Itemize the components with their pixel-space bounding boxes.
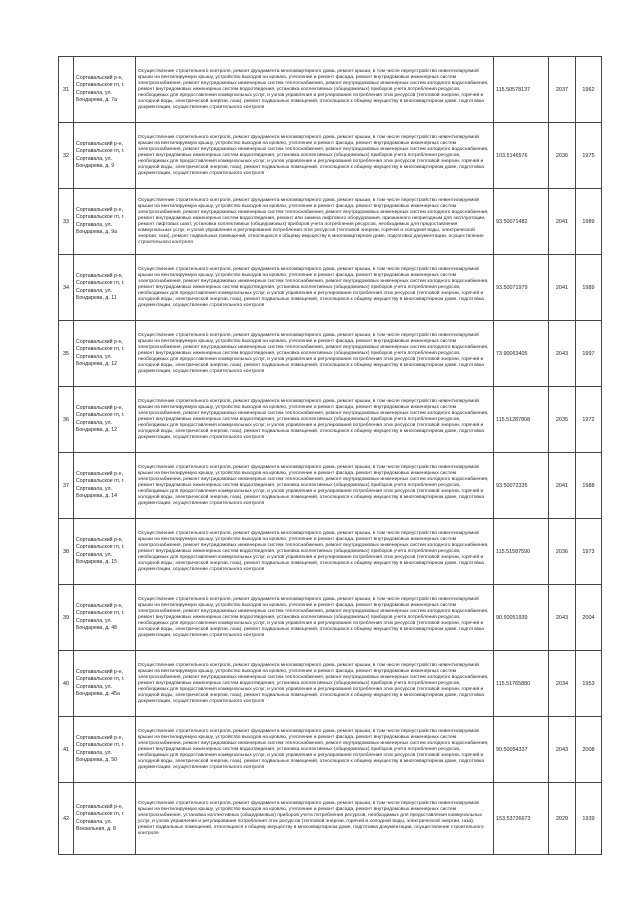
planned-year-cell: 2043 — [549, 717, 576, 783]
cost-cell: 115.51587590 — [494, 519, 549, 585]
address-cell: Сортавальский р-н, Сортавальское гп, г. Сортавала, ул. Вокзальная, д. 8 — [74, 783, 136, 855]
cost-cell: 90.50051939 — [494, 585, 549, 651]
build-year-cell: 1953 — [576, 651, 602, 717]
row-number: 33 — [59, 189, 74, 255]
planned-year-cell: 2043 — [549, 321, 576, 387]
row-number: 35 — [59, 321, 74, 387]
cost-cell: 90.50054337 — [494, 717, 549, 783]
cost-cell: 93.50072335 — [494, 453, 549, 519]
planned-year-cell: 2036 — [549, 123, 576, 189]
address-cell: Сортавальский р-н, Сортавальское гп, г. Сортавала, ул. Бондарева, д. 50 — [74, 717, 136, 783]
cost-cell: 103.5146576 — [494, 123, 549, 189]
table-row — [59, 783, 602, 855]
table-row — [59, 453, 602, 519]
address-cell: Сортавальский р-н, Сортавальское гп, г. Сортавала, ул. Бондарева, д. 12 — [74, 321, 136, 387]
planned-year-cell: 2041 — [549, 255, 576, 321]
planned-year-cell: 2043 — [549, 585, 576, 651]
capital-repair-table — [58, 56, 602, 855]
work-list-cell: Осуществление строительного контроля, ремонт фундамента многоквартирного дома, ремонт крыши, в том числе переустройство невентилируемой крыши на вентилируемую крышу, устройство выходов на кровлю, утепление и ремонт фасада, ремонт внутридомовых инженерных систем электроснабжения, ремонт внутридомовых инженерных систем теплоснабжения, ремонт внутридомовых инженерных систем холодного водоснабжения, ремонт внутридомовых инженерных систем водоотведения, установка коллективных (общедомовых) приборов учета потребления ресурсов, необходимых для предоставления коммунальных услуг, и узлов управления и регулирования потребления этих ресурсов (тепловой энергии, горячей и холодной воды, электрической энергии, газа), ремонт подвальных помещений, относящихся к общему имуществу в многоквартирном доме, подготовка документации, осуществление строительного контроля — [136, 123, 494, 189]
table-row — [59, 519, 602, 585]
cost-cell: 73.90063405 — [494, 321, 549, 387]
row-number: 41 — [59, 717, 74, 783]
address-cell: Сортавальский р-н, Сортавальское гп, г. Сортавала, ул. Бондарева, д. 48 — [74, 585, 136, 651]
build-year-cell: 1972 — [576, 387, 602, 453]
work-list-cell: Осуществление строительного контроля, ремонт фундамента многоквартирного дома, ремонт крыши, в том числе переустройство невентилируемой крыши на вентилируемую крышу, устройство выходов на кровлю, утепление и ремонт фасада, ремонт внутридомовых инженерных систем электроснабжения, установка коллективных (общедомовых) приборов учета потребления ресурсов, необходимых для предоставления коммунальных услуг, и узлов управления и регулирования потребления этих ресурсов (тепловой энергии, горячей и холодной воды, электрической энергии, газа), ремонт подвальных помещений, относящихся к общему имуществу в многоквартирном доме, подготовка документации, осуществление строительного контроля — [136, 783, 494, 855]
address-cell: Сортавальский р-н, Сортавальское гп, г. Сортавала, ул. Бондарева, д. 11 — [74, 255, 136, 321]
address-cell: Сортавальский р-н, Сортавальское гп, г. Сортавала, ул. Бондарева, д. 7а — [74, 57, 136, 123]
table-row — [59, 57, 602, 123]
cost-cell: 115.51287808 — [494, 387, 549, 453]
table-row — [59, 717, 602, 783]
build-year-cell: 1975 — [576, 123, 602, 189]
table-row — [59, 189, 602, 255]
work-list-cell: Осуществление строительного контроля, ремонт фундамента многоквартирного дома, ремонт крыши, в том числе переустройство невентилируемой крыши на вентилируемую крышу, устройство выходов на кровлю, утепление и ремонт фасада, ремонт внутридомовых инженерных систем электроснабжения, ремонт внутридомовых инженерных систем теплоснабжения, ремонт внутридомовых инженерных систем холодного водоснабжения, ремонт внутридомовых инженерных систем водоотведения, установка коллективных (общедомовых) приборов учета потребления ресурсов, необходимых для предоставления коммунальных услуг, и узлов управления и регулирования потребления этих ресурсов (тепловой энергии, горячей и холодной воды, электрической энергии, газа), ремонт подвальных помещений, относящихся к общему имуществу в многоквартирном доме, подготовка документации, осуществление строительного контроля — [136, 57, 494, 123]
work-list-cell: Осуществление строительного контроля, ремонт фундамента многоквартирного дома, ремонт крыши, в том числе переустройство невентилируемой крыши на вентилируемую крышу, устройство выходов на кровлю, утепление и ремонт фасада, ремонт внутридомовых инженерных систем электроснабжения, ремонт внутридомовых инженерных систем теплоснабжения, ремонт внутридомовых инженерных систем холодного водоснабжения, ремонт внутридомовых инженерных систем водоотведения, установка коллективных (общедомовых) приборов учета потребления ресурсов, необходимых для предоставления коммунальных услуг, и узлов управления и регулирования потребления этих ресурсов (тепловой энергии, горячей и холодной воды, электрической энергии, газа), ремонт подвальных помещений, относящихся к общему имуществу в многоквартирном доме, подготовка документации, осуществление строительного контроля — [136, 321, 494, 387]
build-year-cell: 1973 — [576, 519, 602, 585]
build-year-cell: 1989 — [576, 189, 602, 255]
build-year-cell: 2008 — [576, 717, 602, 783]
cost-cell: 115.51765880 — [494, 651, 549, 717]
row-number: 36 — [59, 387, 74, 453]
work-list-cell: Осуществление строительного контроля, ремонт фундамента многоквартирного дома, ремонт крыши, в том числе переустройство невентилируемой крыши на вентилируемую крышу, устройство выходов на кровлю, утепление и ремонт фасада, ремонт внутридомовых инженерных систем электроснабжения, ремонт внутридомовых инженерных систем теплоснабжения, ремонт внутридомовых инженерных систем холодного водоснабжения, ремонт внутридомовых инженерных систем водоотведения, установка коллективных (общедомовых) приборов учета потребления ресурсов, необходимых для предоставления коммунальных услуг, и узлов управления и регулирования потребления этих ресурсов (тепловой энергии, горячей и холодной воды, электрической энергии, газа), ремонт подвальных помещений, относящихся к общему имуществу в многоквартирном доме, подготовка документации, осуществление строительного контроля — [136, 651, 494, 717]
work-list-cell: Осуществление строительного контроля, ремонт фундамента многоквартирного дома, ремонт крыши, в том числе переустройство невентилируемой крыши на вентилируемую крышу, устройство выходов на кровлю, утепление и ремонт фасада, ремонт внутридомовых инженерных систем электроснабжения, ремонт внутридомовых инженерных систем теплоснабжения, ремонт внутридомовых инженерных систем холодного водоснабжения, ремонт внутридомовых инженерных систем водоотведения, установка коллективных (общедомовых) приборов учета потребления ресурсов, необходимых для предоставления коммунальных услуг, и узлов управления и регулирования потребления этих ресурсов (тепловой энергии, горячей и холодной воды, электрической энергии, газа), ремонт подвальных помещений, относящихся к общему имуществу в многоквартирном доме, подготовка документации, осуществление строительного контроля — [136, 453, 494, 519]
work-list-cell: Осуществление строительного контроля, ремонт фундамента многоквартирного дома, ремонт крыши, в том числе переустройство невентилируемой крыши на вентилируемую крышу, устройство выходов на кровлю, утепление и ремонт фасада, ремонт внутридомовых инженерных систем электроснабжения, ремонт внутридомовых инженерных систем теплоснабжения, ремонт внутридомовых инженерных систем холодного водоснабжения, ремонт внутридомовых инженерных систем водоотведения, установка коллективных (общедомовых) приборов учета потребления ресурсов, необходимых для предоставления коммунальных услуг, и узлов управления и регулирования потребления этих ресурсов (тепловой энергии, горячей и холодной воды, электрической энергии, газа), ремонт подвальных помещений, относящихся к общему имуществу в многоквартирном доме, подготовка документации, осуществление строительного контроля — [136, 387, 494, 453]
row-number: 40 — [59, 651, 74, 717]
table-row — [59, 387, 602, 453]
row-number: 39 — [59, 585, 74, 651]
row-number: 34 — [59, 255, 74, 321]
planned-year-cell: 2041 — [549, 453, 576, 519]
table-row — [59, 321, 602, 387]
build-year-cell: 1988 — [576, 453, 602, 519]
table-row — [59, 585, 602, 651]
address-cell: Сортавальский р-н, Сортавальское гп, г. Сортавала, ул. Бондарева, д. 9 — [74, 123, 136, 189]
address-cell: Сортавальский р-н, Сортавальское гп, г. Сортавала, ул. Бондарева, д. 14 — [74, 453, 136, 519]
cost-cell: 115.50578137 — [494, 57, 549, 123]
planned-year-cell: 2034 — [549, 651, 576, 717]
row-number: 32 — [59, 123, 74, 189]
address-cell: Сортавальский р-н, Сортавальское гп, г. Сортавала, ул. Бондарева, д. 12 — [74, 387, 136, 453]
cost-cell: 93.50071482 — [494, 189, 549, 255]
table-row — [59, 123, 602, 189]
work-list-cell: Осуществление строительного контроля, ремонт фундамента многоквартирного дома, ремонт крыши, в том числе переустройство невентилируемой крыши на вентилируемую крышу, устройство выходов на кровлю, утепление и ремонт фасада, ремонт внутридомовых инженерных систем электроснабжения, ремонт внутридомовых инженерных систем теплоснабжения, ремонт внутридомовых инженерных систем холодного водоснабжения, ремонт внутридомовых инженерных систем водоотведения, установка коллективных (общедомовых) приборов учета потребления ресурсов, необходимых для предоставления коммунальных услуг, и узлов управления и регулирования потребления этих ресурсов (тепловой энергии, горячей и холодной воды, электрической энергии, газа), ремонт подвальных помещений, относящихся к общему имуществу в многоквартирном доме, подготовка документации, осуществление строительного контроля — [136, 585, 494, 651]
build-year-cell: 1939 — [576, 783, 602, 855]
planned-year-cell: 2036 — [549, 519, 576, 585]
planned-year-cell: 2029 — [549, 783, 576, 855]
work-list-cell: Осуществление строительного контроля, ремонт фундамента многоквартирного дома, ремонт крыши, в том числе переустройство невентилируемой крыши на вентилируемую крышу, устройство выходов на кровлю, утепление и ремонт фасада, ремонт внутридомовых инженерных систем электроснабжения, ремонт внутридомовых инженерных систем теплоснабжения, ремонт внутридомовых инженерных систем холодного водоснабжения, ремонт внутридомовых инженерных систем водоотведения, установка коллективных (общедомовых) приборов учета потребления ресурсов, необходимых для предоставления коммунальных услуг, и узлов управления и регулирования потребления этих ресурсов (тепловой энергии, горячей и холодной воды, электрической энергии, газа), ремонт подвальных помещений, относящихся к общему имуществу в многоквартирном доме, подготовка документации, осуществление строительного контроля — [136, 519, 494, 585]
planned-year-cell: 2035 — [549, 387, 576, 453]
work-list-cell: Осуществление строительного контроля, ремонт фундамента многоквартирного дома, ремонт крыши, в том числе переустройство невентилируемой крыши на вентилируемую крышу, устройство выходов на кровлю, утепление и ремонт фасада, ремонт внутридомовых инженерных систем электроснабжения, ремонт внутридомовых инженерных систем теплоснабжения, ремонт внутридомовых инженерных систем холодного водоснабжения, ремонт внутридомовых инженерных систем водоотведения, установка коллективных (общедомовых) приборов учета потребления ресурсов, необходимых для предоставления коммунальных услуг, и узлов управления и регулирования потребления этих ресурсов (тепловой энергии, горячей и холодной воды, электрической энергии, газа), ремонт подвальных помещений, относящихся к общему имуществу в многоквартирном доме, подготовка документации, осуществление строительного контроля — [136, 255, 494, 321]
work-list-cell: Осуществление строительного контроля, ремонт фундамента многоквартирного дома, ремонт крыши, в том числе переустройство невентилируемой крыши на вентилируемую крышу, устройство выходов на кровлю, утепление и ремонт фасада, ремонт внутридомовых инженерных систем электроснабжения, ремонт внутридомовых инженерных систем теплоснабжения, ремонт внутридомовых инженерных систем холодного водоснабжения, ремонт внутридомовых инженерных систем водоотведения, установка коллективных (общедомовых) приборов учета потребления ресурсов, необходимых для предоставления коммунальных услуг, и узлов управления и регулирования потребления этих ресурсов (тепловой энергии, горячей и холодной воды, электрической энергии, газа), ремонт подвальных помещений, относящихся к общему имуществу в многоквартирном доме, подготовка документации, осуществление строительного контроля — [136, 717, 494, 783]
address-cell: Сортавальский р-н, Сортавальское гп, г. Сортавала, ул. Бондарева, д. 15 — [74, 519, 136, 585]
address-cell: Сортавальский р-н, Сортавальское гп, г. Сортавала, ул. Бондарева, д. 9а — [74, 189, 136, 255]
row-number: 42 — [59, 783, 74, 855]
cost-cell: 93.50071979 — [494, 255, 549, 321]
table-body — [59, 57, 602, 855]
build-year-cell: 1989 — [576, 255, 602, 321]
row-number: 31 — [59, 57, 74, 123]
address-cell: Сортавальский р-н, Сортавальское гп, г. Сортавала, ул. Бондарева, д. 45а — [74, 651, 136, 717]
work-list-cell: Осуществление строительного контроля, ремонт фундамента многоквартирного дома, ремонт крыши, в том числе переустройство невентилируемой крыши на вентилируемую крышу, устройство выходов на кровлю, утепление и ремонт фасада, ремонт внутридомовых инженерных систем электроснабжения, ремонт внутридомовых инженерных систем теплоснабжения, ремонт внутридомовых инженерных систем холодного водоснабжения, ремонт внутридомовых инженерных систем водоотведения, ремонт или замена лифтового оборудования, признанного непригодным для эксплуатации, ремонт лифтовых шахт, установка коллективных (общедомовых) приборов учета потребления ресурсов, необходимых для предоставления коммунальных услуг, и узлов управления и регулирования потребления этих ресурсов (тепловой энергии, горячей и холодной воды, электрической энергии, газа), ремонт подвальных помещений, относящихся к общему имуществу в многоквартирном доме, подготовка документации, осуществление строительного контроля — [136, 189, 494, 255]
table-row — [59, 255, 602, 321]
table-row — [59, 651, 602, 717]
build-year-cell: 2004 — [576, 585, 602, 651]
cost-cell: 153.53726673 — [494, 783, 549, 855]
row-number: 38 — [59, 519, 74, 585]
build-year-cell: 1997 — [576, 321, 602, 387]
build-year-cell: 1962 — [576, 57, 602, 123]
planned-year-cell: 2037 — [549, 57, 576, 123]
row-number: 37 — [59, 453, 74, 519]
planned-year-cell: 2041 — [549, 189, 576, 255]
